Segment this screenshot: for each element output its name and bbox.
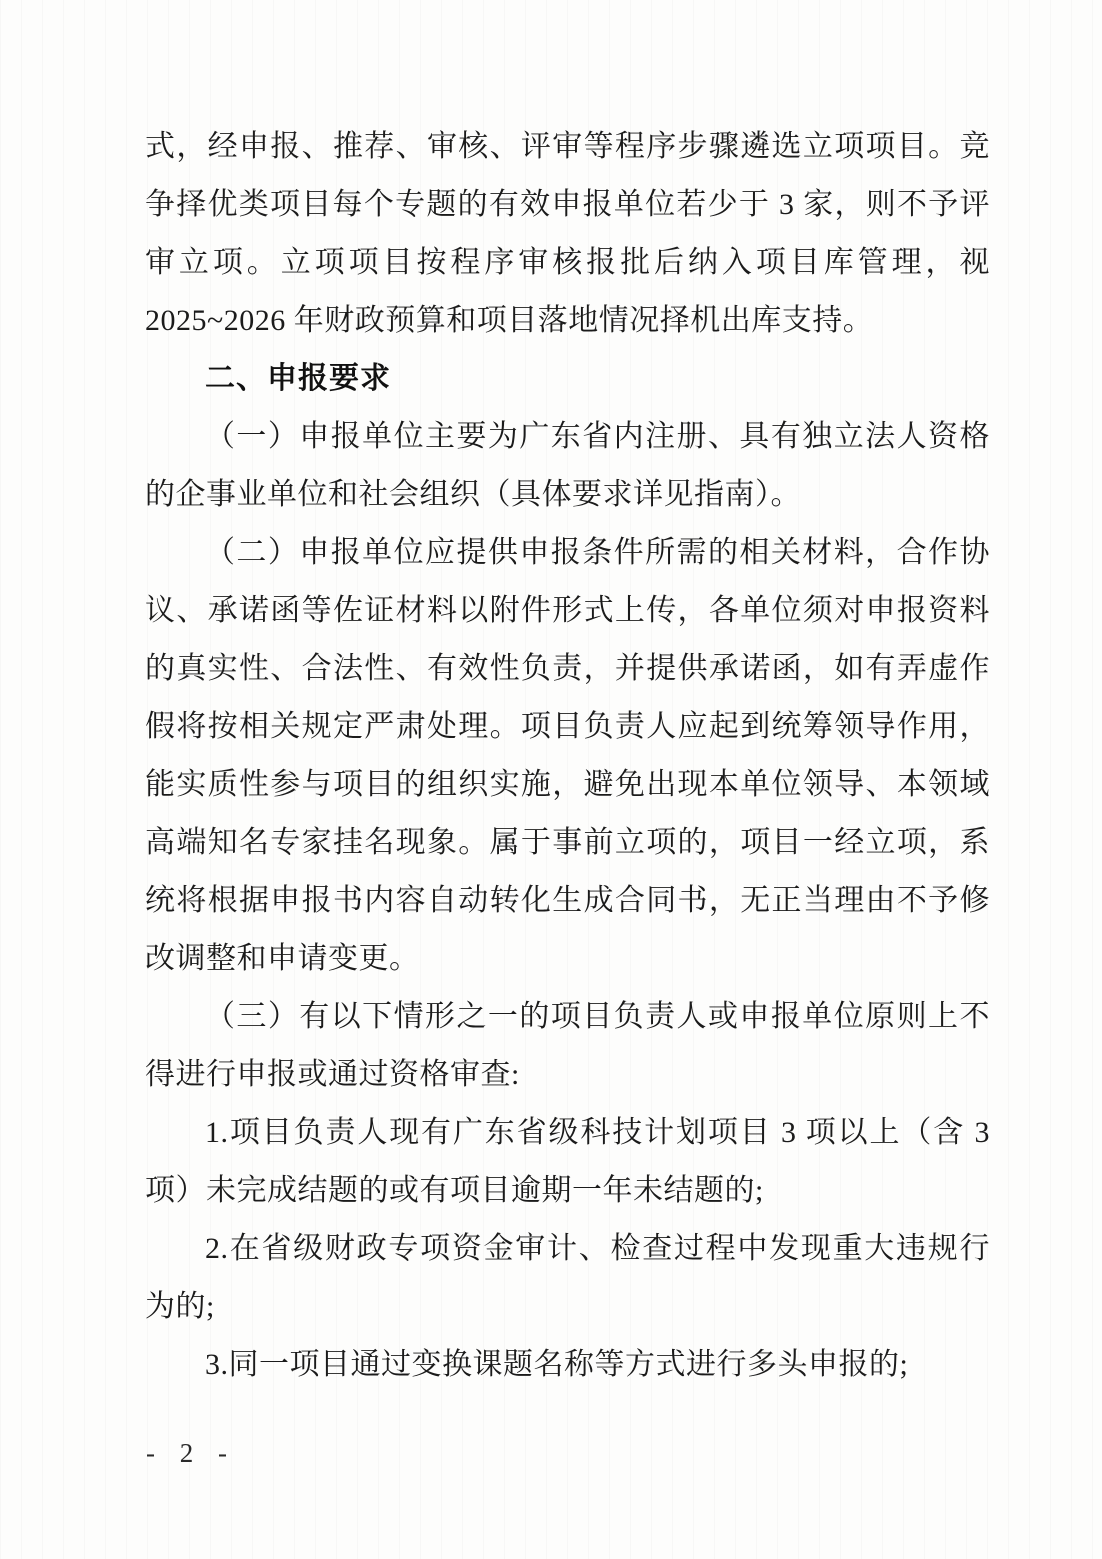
paragraph-subitem-1: 1.项目负责人现有广东省级科技计划项目 3 项以上（含 3 项）未完成结题的或有项目逾期一年未结题的; (145, 1116, 990, 1207)
paragraph-item-1: （一）申报单位主要为广东省内注册、具有独立法人资格的企事业单位和社会组织（具体要求详见指南）。 (145, 420, 990, 511)
paragraph-item-2: （二）申报单位应提供申报条件所需的相关材料，合作协议、承诺函等佐证材料以附件形式上传，各单位须对申报资料的真实性、合法性、有效性负责，并提供承诺函，如有弄虚作假将按相关规定严肃处理。项目负责人应起到统筹领导作用，能实质性参与项目的组织实施，避免出现本单位领导、本领域高端知名专家挂名现象。属于事前立项的，项目一经立项，系统将根据申报书内容自动转化生成合同书，无正当理由不予修改调整和申请变更。 (145, 536, 990, 975)
paragraph-continuation: 式，经申报、推荐、审核、评审等程序步骤遴选立项项目。竞争择优类项目每个专题的有效申报单位若少于 3 家，则不予评审立项。立项项目按程序审核报批后纳入项目库管理，视 2025~2026 年财政预算和项目落地情况择机出库支持。 (145, 130, 990, 337)
page-number: - 2 - (146, 1438, 236, 1468)
paragraph-subitem-2: 2.在省级财政专项资金审计、检查过程中发现重大违规行为的; (145, 1232, 990, 1323)
paragraph-subitem-3: 3.同一项目通过变换课题名称等方式进行多头申报的; (205, 1348, 909, 1381)
paragraph-item-3: （三）有以下情形之一的项目负责人或申报单位原则上不得进行申报或通过资格审查: (145, 1000, 990, 1091)
section-heading-application-requirements: 二、申报要求 (205, 362, 391, 395)
document-body (145, 118, 990, 1394)
